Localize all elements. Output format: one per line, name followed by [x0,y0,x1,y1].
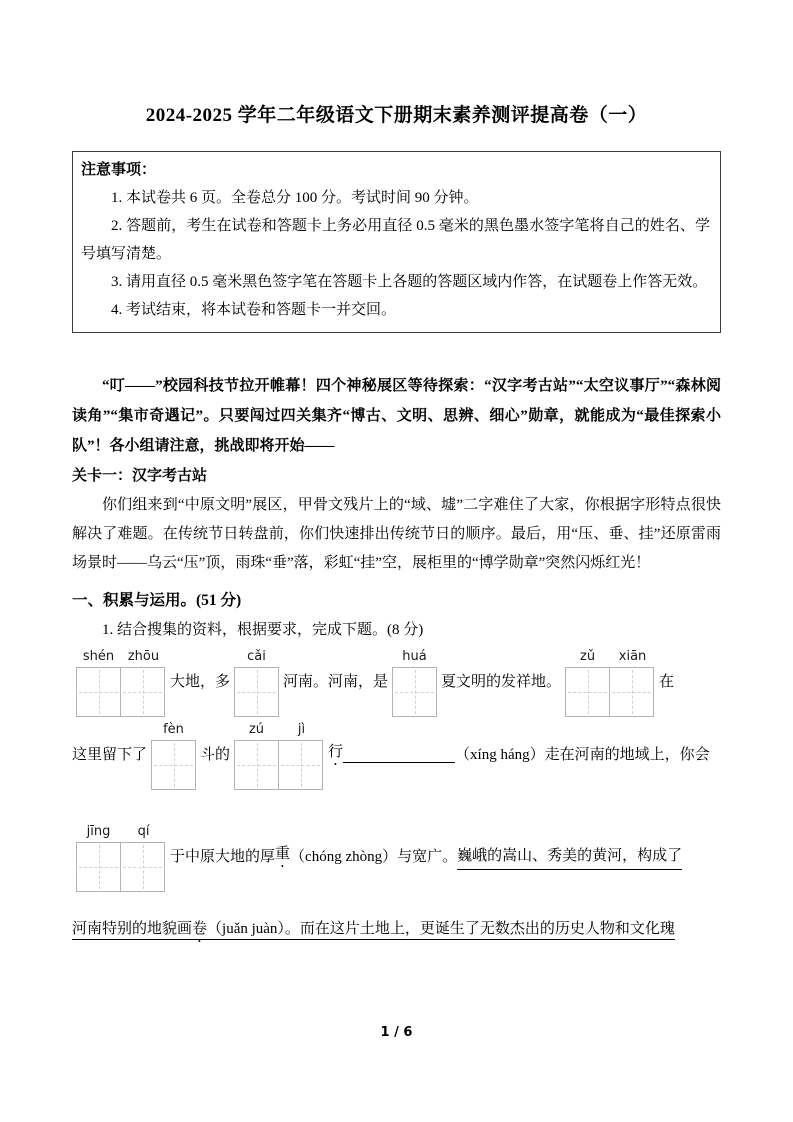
underlined-text [72,921,675,940]
notice-item-4: 4. 考试结束，将本试卷和答题卡一并交回。 [111,302,397,318]
writing-grid-zuxian [565,647,655,717]
tianzige-cell [120,842,165,892]
page-title: 2024-2025 学年二年级语文下册期末素养测评提高卷（一） [145,105,648,126]
fill-line-1 [72,647,721,717]
question1-text: 1. 结合搜集的资料，根据要求，完成下题。(8 分) [102,622,424,638]
pinyin-row [234,720,324,740]
tianzige-cells [76,667,166,717]
writing-grid-jingqi [76,822,166,892]
section1-heading: 关卡一：汉字考古站 [72,468,208,484]
fill-text: 这里留下了 [72,747,148,763]
pinyin-row [392,647,437,667]
tianzige-cell [120,667,165,717]
tianzige-cells [392,667,437,717]
writing-grid-zuji [234,720,324,790]
pinyin-label: jīng [86,824,111,839]
tianzige-cells [234,667,279,717]
fill-text: 大地，多 [170,674,231,690]
fill-text: （juǎn juàn）。而在这片土地上，更诞生了无数杰出的历史人物和文化瑰 [207,921,675,937]
page-number: 1 / 6 [380,1025,413,1040]
dotted-character: 卷 [192,921,208,937]
fill-line-3 [72,822,721,892]
pinyin-row [234,647,279,667]
pinyin-label: cǎi [247,649,266,664]
tianzige-cell [565,667,610,717]
intro-paragraph: “叮——”校园科技节拉开帷幕！四个神秘展区等待探索：“汉字考古站”“太空议事厅”“森林阅读角”“集市奇遇记”。只要闯过四关集齐“博古、文明、思辨、细心”勋章，就能成为“最佳探索小队”！各小组请注意，挑战即将开始—— [72,378,721,454]
pinyin-row [151,720,196,740]
dotted-character: 重 [275,846,291,862]
writing-grid-hua [392,647,437,717]
tianzige-cell [392,667,437,717]
tianzige-cell [278,740,323,790]
pinyin-label: jì [297,722,306,737]
tianzige-cells [234,740,324,790]
pinyin-row [565,647,655,667]
fill-text: 于中原大地的厚 [170,849,276,865]
underlined-text: 巍峨的嵩山、秀美的黄河，构成了 [457,845,682,870]
notice-item-1: 1. 本试卷共 6 页。全卷总分 100 分。考试时间 90 分钟。 [111,190,479,206]
tianzige-cell [609,667,654,717]
notice-heading: 注意事项： [81,162,157,178]
pinyin-label: fèn [163,722,184,737]
writing-grid-cai [234,647,279,717]
pinyin-label: zú [248,722,265,737]
pinyin-label: xiān [618,649,647,664]
fill-text: 在 [659,674,675,690]
pinyin-label: huá [402,649,427,664]
answer-blank [343,747,455,763]
notice-item-2: 2. 答题前，考生在试卷和答题卡上务必用直径 0.5 毫米的黑色墨水签字笔将自己的姓名、学号填写清楚。 [81,218,710,262]
tianzige-cell [234,740,279,790]
fill-text: 河南特别的地貌画 [72,921,193,937]
tianzige-cells [76,842,166,892]
tianzige-cell [234,667,279,717]
part1-heading: 一、积累与运用。(51 分) [72,592,242,609]
pinyin-row [76,822,166,842]
notice-box [72,151,721,333]
notice-item-3: 3. 请用直径 0.5 毫米黑色签字笔在答题卡上各题的答题区域内作答，在试题卷上作答无效。 [111,274,708,290]
pinyin-row [76,647,166,667]
fill-text: 河南。河南，是 [283,674,389,690]
dotted-character: 行 [328,744,344,760]
writing-grid-fen [151,720,196,790]
pinyin-label: qí [137,824,150,839]
pinyin-label: zǔ [580,649,596,664]
tianzige-cells [565,667,655,717]
fill-line-2 [72,720,721,790]
fill-text: （chóng zhòng）与宽广。 [290,849,458,865]
tianzige-cell [76,667,121,717]
fill-line-4 [72,916,721,946]
pinyin-label: zhōu [127,649,160,664]
fill-text: （xíng háng）走在河南的地域上，你会 [455,747,710,763]
section1-body: 你们组来到“中原文明”展区，甲骨文残片上的“域、墟”二字难住了大家，你根据字形特点很快解决了难题。在传统节日转盘前，你们快速排出传统节日的顺序。最后，用“压、垂、挂”还原雷雨场景时——乌云“压”顶，雨珠“垂”落，彩虹“挂”空，展柜里的“博学勋章”突然闪烁红光！ [72,497,721,571]
tianzige-cell [151,740,196,790]
pinyin-label: shén [82,649,115,664]
fill-text: 夏文明的发祥地。 [441,674,562,690]
fill-text: 斗的 [200,747,231,763]
tianzige-cell [76,842,121,892]
writing-grid-shenzhou [76,647,166,717]
tianzige-cells [151,740,196,790]
